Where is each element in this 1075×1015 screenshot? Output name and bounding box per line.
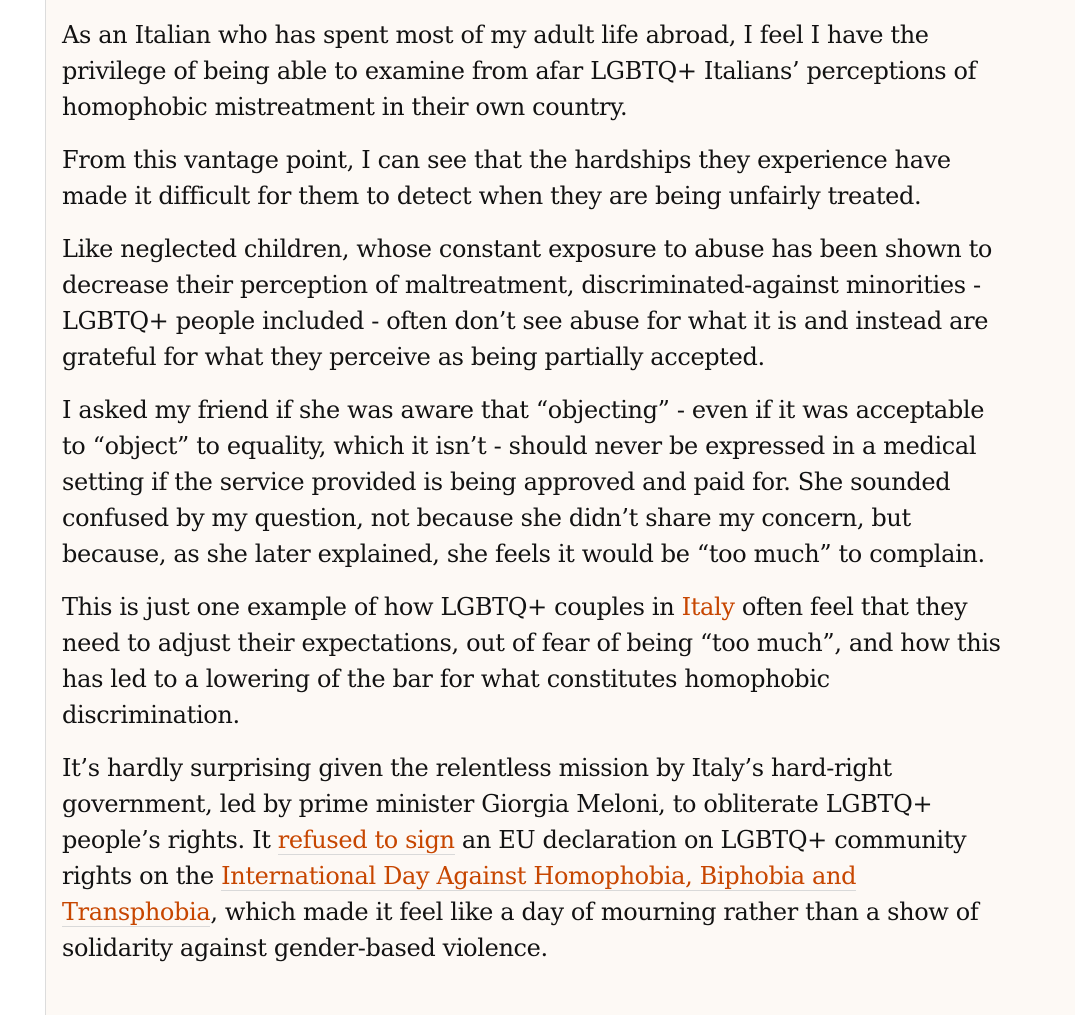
paragraph-1: As an Italian who has spent most of my adult life abroad, I feel I have the privilege of being able to examine from afar LGBTQ+ Italians’ perceptions of homophobic mistreatment in their own country. [62,21,977,121]
paragraph-6 [62,750,1002,966]
article-column [45,0,1075,1015]
paragraph-3: Like neglected children, whose constant exposure to abuse has been shown to decrease their perception of maltreatment, discriminated-against minorities - LGBTQ+ people included - often don’t see abuse for what it is and instead are grateful for what they perceive as being partially accepted. [62,235,993,371]
paragraph-6-text-end: , which made it feel like a day of mourning rather than a show of solidarity against gender-based violence. [62,898,979,962]
paragraph-6-text-middle: an EU declaration on LGBTQ+ community rights on the [62,826,967,890]
italy-link[interactable]: Italy [681,593,735,621]
paragraph-6-text-start: It’s hardly surprising given the relentless mission by Italy’s hard-right government, led by prime minister Giorgia Meloni, to obliterate LGBTQ+ people’s rights. It [62,754,933,854]
paragraph-5-text-end: often feel that they need to adjust their expectations, out of fear of being “too much”, and how this has led to a lowering of the bar for what constitutes homophobic discrimination. [62,593,1001,729]
article-body [62,17,1002,983]
paragraph-4: I asked my friend if she was aware that “objecting” - even if it was acceptable to “object” to equality, which it isn’t - should never be expressed in a medical setting if the service provided is being approved and paid for. She sounded confused by my question, not because she didn’t share my concern, but because, as she later explained, she feels it would be “too much” to complain. [62,396,985,568]
refused-to-sign-link[interactable]: refused to sign [277,826,455,854]
paragraph-5 [62,589,1002,733]
paragraph-5-text-start: This is just one example of how LGBTQ+ couples in [62,593,682,621]
idahobit-link[interactable]: International Day Against Homophobia, Biphobia and Transphobia [62,862,857,926]
paragraph-2: From this vantage point, I can see that the hardships they experience have made it difficult for them to detect when they are being unfairly treated. [62,146,951,210]
